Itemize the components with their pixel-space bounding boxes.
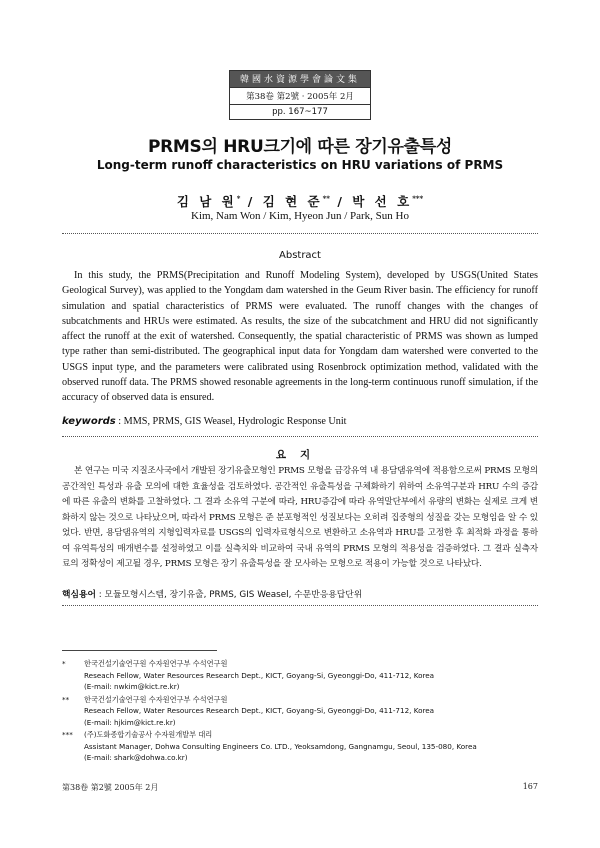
page-footer xyxy=(62,782,538,793)
author-name: 박 선 호 xyxy=(352,194,413,209)
footnote-email: (E-mail: nwkim@kict.re.kr) xyxy=(84,682,180,691)
abstract-keywords xyxy=(62,416,538,427)
footnote-line: Assistant Manager, Dohwa Consulting Engineers Co. LTD., Yeoksamdong, Gangnamgu, Seoul, 135-080, Korea xyxy=(84,741,477,751)
author-mark: *** xyxy=(412,193,424,203)
footnotes xyxy=(62,658,538,765)
authors-korean xyxy=(0,192,600,210)
footnote-line: 한국건설기술연구원 수자원연구부 수석연구원 xyxy=(84,659,228,668)
authors-english: Kim, Nam Won / Kim, Hyeon Jun / Park, Sun Ho xyxy=(191,210,409,222)
footnote-mark: ** xyxy=(62,694,70,704)
footnote-mark: * xyxy=(62,659,66,668)
footnote xyxy=(62,694,538,729)
author-separator: / xyxy=(240,194,263,209)
keywords-list: : MMS, PRMS, GIS Weasel, Hydrologic Response Unit xyxy=(115,416,347,427)
footnote-line: Reseach Fellow, Water Resources Research Dept., KICT, Goyang-Si, Gyeonggi-Do, 411-712, Korea xyxy=(84,706,435,715)
author-separator: / xyxy=(329,194,353,209)
page-number: 167 xyxy=(522,782,538,791)
footnote xyxy=(62,729,538,764)
keywords-label: keywords xyxy=(62,416,116,427)
title-korean: PRMS의 HRU크기에 따른 장기유출특성 xyxy=(147,137,453,157)
journal-name: 韓國水資源學會論文集 xyxy=(230,71,370,88)
footnote-mark: *** xyxy=(62,730,73,739)
journal-volume: 第38卷 第2號 · 2005年 2月 xyxy=(230,88,370,105)
footnote-line: 한국건설기술연구원 수자원연구부 수석연구원 xyxy=(84,694,228,704)
title-english: Long-term runoff characteristics on HRU variations of PRMS xyxy=(96,158,504,172)
footer-issue: 第38卷 第2號 2005年 2月 xyxy=(62,783,159,792)
footnote-email: (E-mail: shark@dohwa.co.kr) xyxy=(84,753,188,762)
divider xyxy=(62,436,538,437)
journal-masthead xyxy=(229,70,371,120)
footnote-email: (E-mail: hjkim@kict.re.kr) xyxy=(84,717,176,727)
abstract-text: In this study, the PRMS(Precipitation and Runoff Modeling System), developed by USGS(United States Geological Survey), was applied to the Yongdam dam watershed in the Geum River basin. The efficiency for runoff simulation and spatial characteristics of PRMS were evaluated. The runoff changes with the changes of subcatchments and HRUs were estimated. As results, the size of the subcatchment and HRU did not significantly affect the runoff at the exit of watershed. Consequently, the spatial characteristic of PRMS was shown as lumped type rather than semi-distributed. The geographical input data for Yongdam dam watershed were converted to the USGS input type, and the parameters were calibrated using Rosenbrock optimization method, validated with the observed runoff data. The PRMS showed resonable agreements in the long-term continuous runoff simulation, if the accuracy of observed data is ensured. xyxy=(62,270,538,404)
page-range: pp. 167~177 xyxy=(272,107,328,117)
korean-keywords-label: 핵심용어 xyxy=(62,590,96,600)
divider xyxy=(62,605,538,606)
divider xyxy=(62,233,538,234)
korean-keywords-list: : 모듈모형시스템, 장기유출, PRMS, GIS Weasel, 수문반응용답단위 xyxy=(96,590,363,600)
footnote-line: Reseach Fellow, Water Resources Research Dept., KICT, Goyang-Si, Gyeonggi-Do, 411-712, Korea xyxy=(84,670,435,680)
author-mark: ** xyxy=(322,193,330,203)
footnote-divider xyxy=(62,650,217,651)
author-name: 김 남 원 xyxy=(176,194,237,209)
footnote-line: (주)도화종합기술공사 수자원개발부 대리 xyxy=(84,730,213,739)
korean-abstract-heading: 요지 xyxy=(275,449,325,461)
korean-keywords xyxy=(62,587,538,600)
author-mark: * xyxy=(236,193,241,203)
author-name: 김 현 준 xyxy=(262,194,323,209)
footnote xyxy=(62,658,538,693)
korean-abstract-text: 본 연구는 미국 지질조사국에서 개발된 장기유출모형인 PRMS 모형을 금강유역 내 용담댐유역에 적용함으로써 PRMS 모형의 공간적인 특성과 유출 모의에 대한 효율성을 검토하였다. 공간적인 유출특성을 구체화하기 위하여 소유역구분과 HRU 수의 증감에 따른 유출의 변화를 고찰하였다. 그 결과 소유역 구분에 따라, HRU증감에 따라 유역말단부에서 유량의 변화는 실제로 크게 변화하지 않는 것으로 나타났으며, 따라서 PRMS 모형은 준 분포형적인 성질보다는 오히려 집중형의 성질을 갖는 모형임을 알 수 있었다. 반면, 용담댐유역의 지형입력자료를 USGS의 입력자료형식으로 변환하고 소유역과 HRU를 고정한 후 최적화 과정을 통하여 유역특성의 매개변수를 설정하였고 이를 실측치와 비교하여 국내 유역의 PRMS 모형의 적용성을 검증하였다. 그 결과 실측자료의 정확성이 제고될 경우, PRMS 모형은 장기 유출특성을 잘 모사하는 모형으로 적용이 가능할 것으로 나타났다. xyxy=(62,466,538,569)
abstract-heading: Abstract xyxy=(279,250,321,261)
